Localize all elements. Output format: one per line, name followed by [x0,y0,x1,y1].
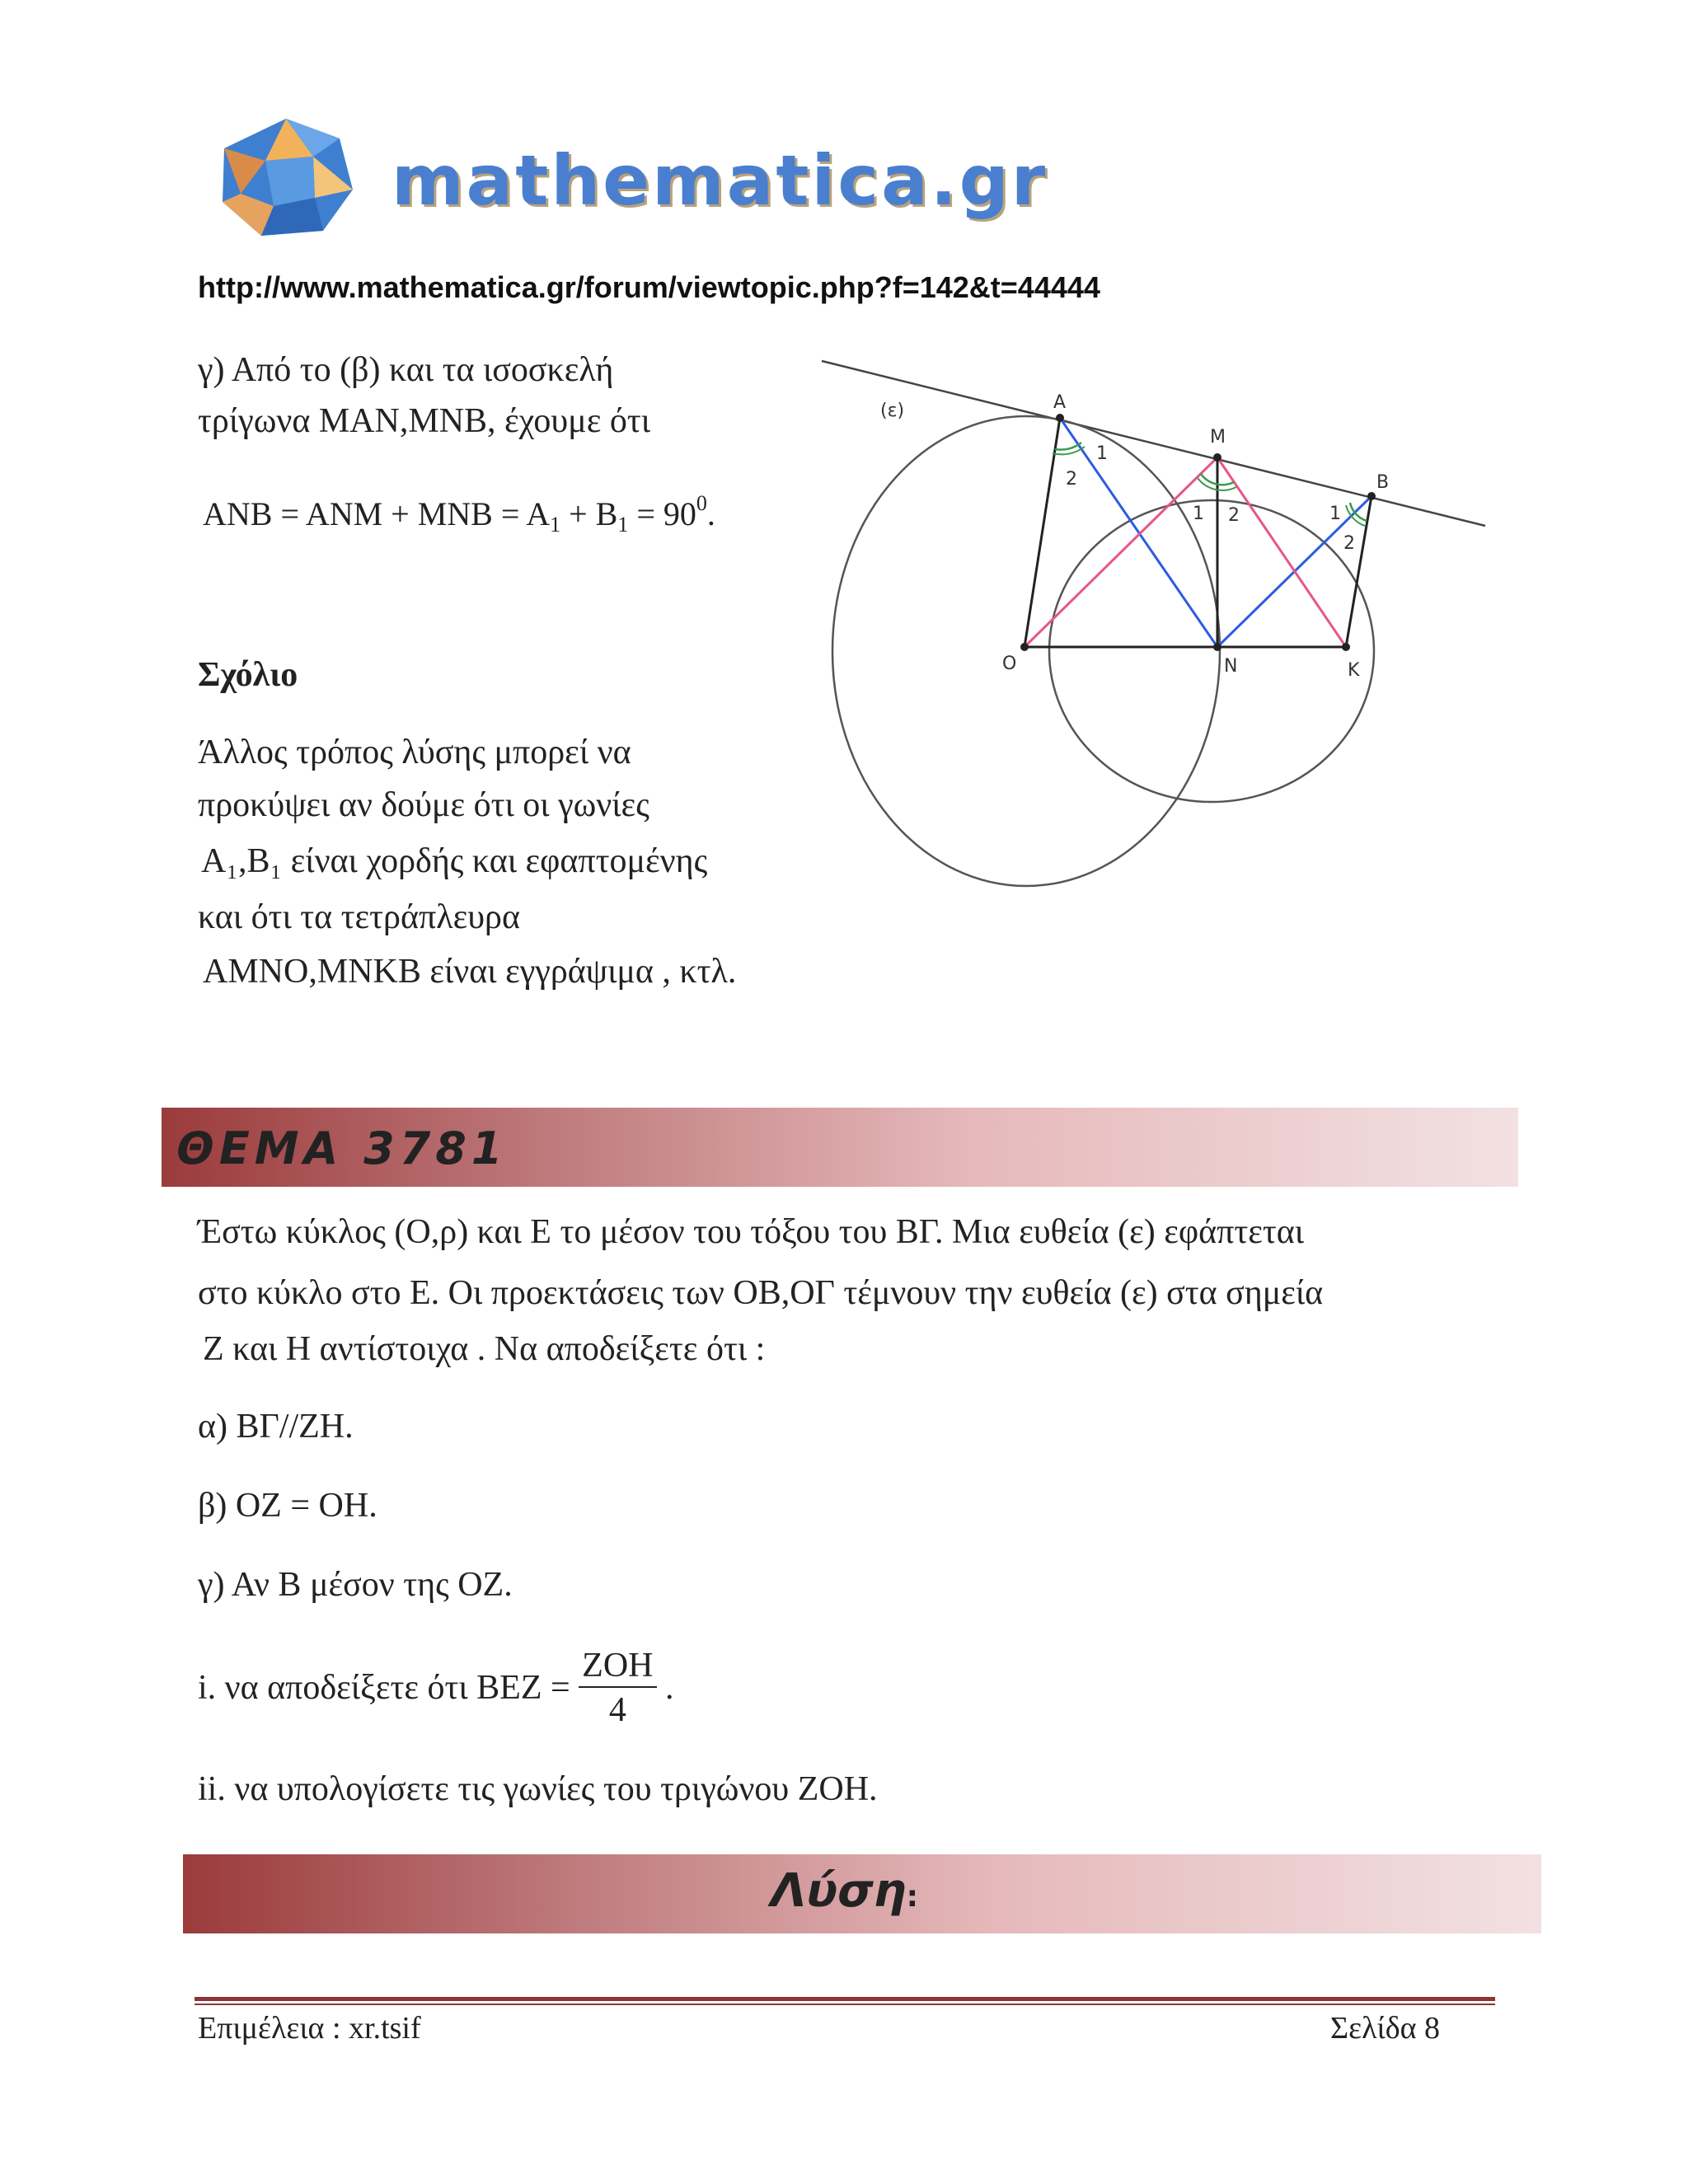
footer-rule-thin [195,2004,1495,2005]
question-b: β) OZ = OH. [198,1487,377,1525]
point-B [1367,492,1376,500]
small-circle [1049,500,1374,802]
label-b2: 2 [1343,533,1355,554]
theme-line1: Έστω κύκλος (O,ρ) και E το μέσον του τόξου του BΓ. Μια ευθεία (ε) εφάπτεται [198,1213,1305,1251]
question-c: γ) Αν B μέσον της OZ. [198,1566,513,1604]
theme-line2: στο κύκλο στο E. Οι προεκτάσεις των OB,OΓ τέμνουν την ευθεία (ε) στα σημεία [198,1274,1324,1312]
comment-line2: προκύψει αν δούμε ότι οι γωνίες [198,786,649,824]
comment-line3: A₁,B₁ είναι χορδής και εφαπτομένης [201,842,708,880]
label-m1: 1 [1193,504,1204,524]
angle-arc-B2 [1346,505,1365,526]
source-url[interactable]: http://www.mathematica.gr/forum/viewtopic.php?f=142&t=44444 [198,270,1100,304]
angle-formula: ANB = ANM + MNB = $A_1 + B_1 = 90^0$. [203,491,715,537]
label-b1: 1 [1329,504,1341,524]
question-ii: ii. να υπολογίσετε τις γωνίες του τριγώνου ZOH. [198,1770,878,1808]
question-a: α) BΓ//ZH. [198,1408,354,1446]
point-K [1342,643,1350,651]
tangent-line [822,361,1485,526]
label-a1: 1 [1096,443,1108,464]
solution-title: Λύση: [771,1864,919,1918]
logo-icon [216,115,356,239]
fraction-zoh-4: $\frac{\text{ZOH}}{4}$ [579,1648,656,1727]
comment-line1: Άλλος τρόπος λύσης μπορεί να [198,733,631,771]
label-A: A [1053,392,1067,413]
segment-OM [1025,457,1217,647]
label-N: N [1224,656,1238,677]
point-A [1056,414,1064,422]
part-c-line1: γ) Από το (β) και τα ισοσκελή [198,351,614,389]
theme-line3: Z και H αντίστοιχα . Να αποδείξετε ότι : [203,1330,766,1368]
label-m2: 2 [1228,505,1240,526]
logo-text: mathematica.gr [392,140,1048,221]
question-i: i. να αποδείξετε ότι BEZ = $\frac{\text{ZOH}}{4}$ . [198,1647,674,1729]
comment-title: Σχόλιο [198,656,298,694]
footer-author: Επιμέλεια : xr.tsif [198,2011,421,2046]
label-M: M [1210,427,1226,448]
label-K: K [1348,660,1360,681]
footer-page-number: Σελίδα 8 [1330,2011,1441,2046]
comment-line5: AMNO,MNKB είναι εγγράψιμα , κτλ. [203,953,737,991]
footer-rule [195,1997,1495,2001]
label-epsilon: (ε) [880,401,905,421]
label-a2: 2 [1066,469,1077,490]
comment-line4: και ότι τα τετράπλευρα [198,898,520,936]
part-c-line2: τρίγωνα MAN,MNB, έχουμε ότι [198,402,651,440]
big-circle [832,416,1220,886]
geometry-figure [816,346,1492,907]
point-M [1213,453,1221,462]
label-B: B [1376,472,1390,493]
point-O [1020,643,1029,651]
point-N [1213,643,1221,651]
label-O: O [1002,654,1017,674]
theme-title: ΘΕΜΑ 3781 [176,1122,508,1174]
